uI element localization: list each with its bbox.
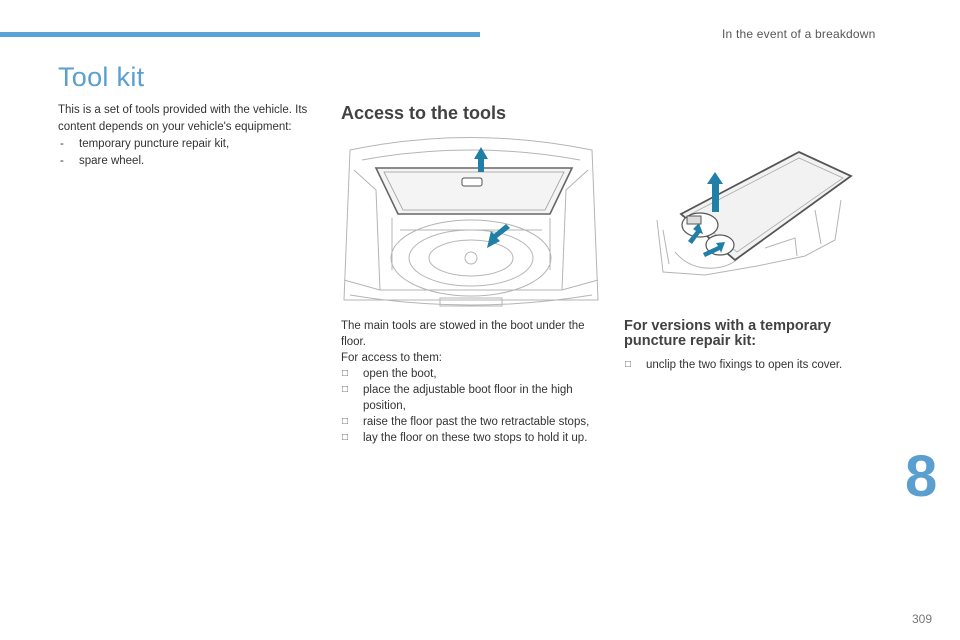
versions-instructions <box>624 357 894 373</box>
list-item: □ lay the floor on these two stops to hold it up. <box>341 430 599 446</box>
intro-text: This is a set of tools provided with the vehicle. Its content depends on your vehicle's equipment: <box>58 104 308 133</box>
access-heading: Access to the tools <box>341 103 507 123</box>
list-item: □ place the adjustable boot floor in the high position, <box>341 382 599 414</box>
intro-block <box>58 102 320 170</box>
access-steps <box>341 366 599 446</box>
chapter-number: 8 <box>905 444 938 509</box>
list-item: - temporary puncture repair kit, <box>58 136 320 153</box>
access-instructions <box>341 318 599 446</box>
boot-floor-illustration <box>340 130 602 308</box>
versions-heading: For versions with a temporary puncture repair kit: <box>624 318 832 349</box>
list-item: - spare wheel. <box>58 153 320 170</box>
versions-steps <box>624 357 894 373</box>
access-text-1: The main tools are stowed in the boot under the floor. <box>341 320 585 348</box>
list-item: □ unclip the two fixings to open its cover. <box>624 357 894 373</box>
repair-kit-illustration <box>645 140 860 290</box>
header-accent-bar <box>0 32 480 37</box>
access-text-2: For access to them: <box>341 352 442 364</box>
list-item: □ open the boot, <box>341 366 599 382</box>
page-number: 309 <box>912 612 933 626</box>
page-title: Tool kit <box>58 62 145 92</box>
section-header: In the event of a breakdown <box>722 27 876 41</box>
intro-list <box>58 136 320 170</box>
list-item: □ raise the floor past the two retractable stops, <box>341 414 599 430</box>
